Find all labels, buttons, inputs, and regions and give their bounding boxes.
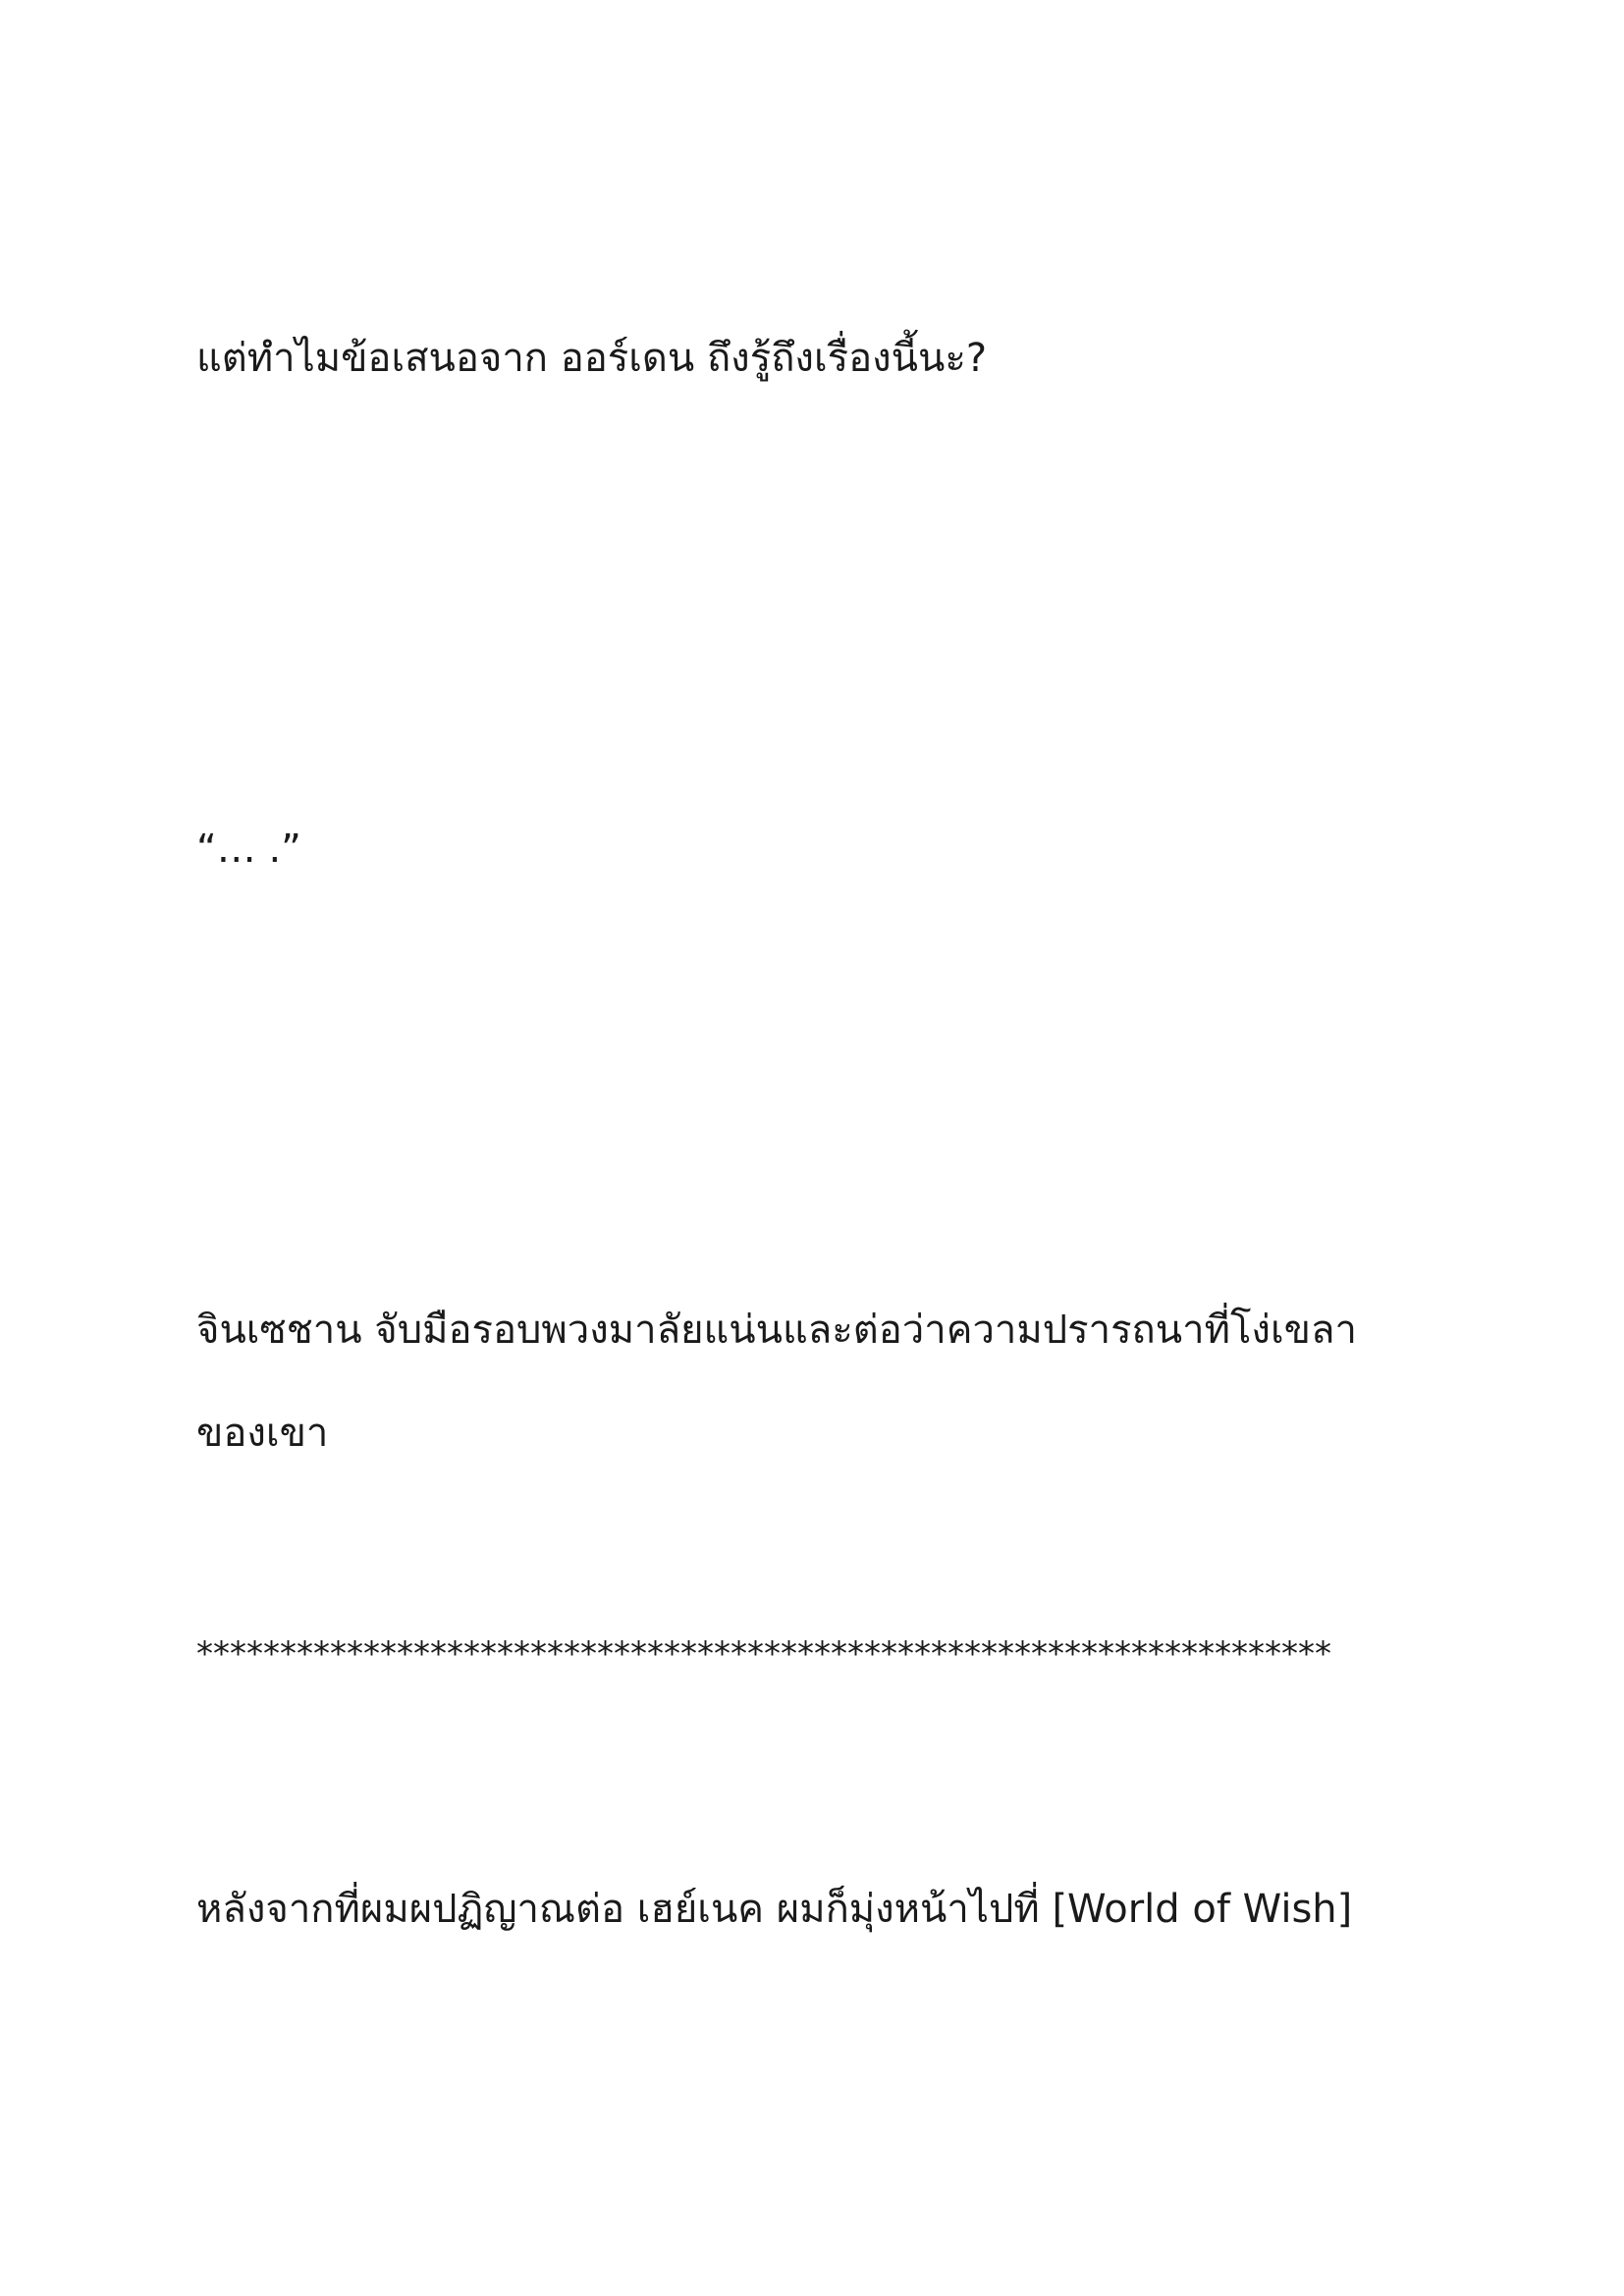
paragraph-jinsechan-line2: ของเขา — [196, 1411, 329, 1456]
paragraph-ellipsis-quote: “… .” — [196, 827, 301, 872]
section-separator: ******************************************************************** — [196, 1634, 1331, 1674]
paragraph-jinsechan-line1: จินเซชาน จับมือรอบพวงมาลัยแน่นและต่อว่าความปรารถนาที่โง่เขลา — [196, 1308, 1357, 1353]
paragraph-question: แต่ทำไมข้อเสนอจาก ออร์เดน ถึงรู้ถึงเรื่องนี้นะ? — [196, 336, 988, 381]
paragraph-world-of-wish: หลังจากที่ผมผปฏิญาณต่อ เฮย์เนค ผมก็มุ่งหน้าไปที่ [World of Wish] — [196, 1887, 1353, 1932]
